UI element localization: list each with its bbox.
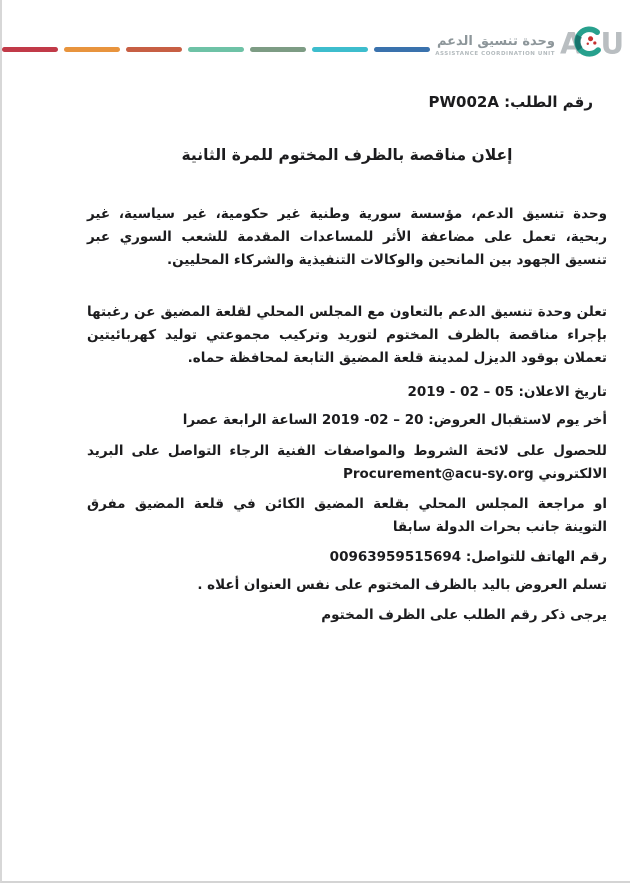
- acu-logo-names: [435, 29, 555, 57]
- divider-segment: [250, 47, 306, 52]
- contact-phone-line: رقم الهاتف للتواصل: 00963959515694: [329, 549, 607, 565]
- logo-dot-icon: [593, 41, 596, 44]
- tender-announcement-paragraph: تعلن وحدة تنسيق الدعم بالتعاون مع المجلس المحلي لقلعة المضيق عن رغبتها بإجراء مناقصة بالظرف المختوم لتوريد وتركيب مجموعتي توليد كهربائيتين تعملان بوقود الديزل لمدينة قلعة المضيق التابعة لمحافظة حماه.: [87, 304, 607, 366]
- divider-segment: [2, 47, 58, 52]
- submission-deadline-line: أخر يوم لاستقبال العروض: 20 – 02- 2019 الساعة الرابعة عصرا: [182, 412, 607, 428]
- divider-segment: [64, 47, 120, 52]
- org-description-paragraph: وحدة تنسيق الدعم، مؤسسة سورية وطنية غير حكومية، غير سياسية، غير ربحية، تعمل على مضاعفة الأثر للمساعدات المقدمة للشعب السوري عبر تنسيق الجهود بين المانحين والوكالات التنفيذية والشركاء المحليين.: [87, 206, 607, 268]
- logo-english-name: ASSISTANCE COORDINATION UNIT: [435, 50, 555, 57]
- acu-logo-icon: [560, 22, 624, 64]
- document-title: إعلان مناقصة بالظرف المختوم للمرة الثانية: [181, 146, 513, 164]
- council-visit-paragraph: او مراجعة المجلس المحلي بقلعة المضيق الكائن في قلعة المضيق مفرق التوينة جانب بحرات الدولة سابقا: [87, 496, 607, 535]
- hand-delivery-line: تسلم العروض باليد بالظرف المختوم على نفس العنوان أعلاه .: [197, 577, 607, 593]
- divider-segment: [312, 47, 368, 52]
- divider-segment: [188, 47, 244, 52]
- divider-segment: [126, 47, 182, 52]
- logo-letter-u: U: [600, 26, 624, 61]
- logo-arabic-name: وحدة تنسيق الدعم: [436, 33, 555, 49]
- logo-crescent-shadow: [578, 36, 580, 49]
- specs-contact-paragraph: للحصول على لائحة الشروط والمواصفات الفنية الرجاء التواصل على البريد الالكتروني Procurement@acu-sy.org: [87, 443, 607, 482]
- logo-dot-icon: [588, 36, 593, 41]
- logo-letter-a: A: [560, 26, 583, 61]
- colored-divider-line: [2, 47, 430, 52]
- document-header: [2, 0, 630, 70]
- divider-segment: [374, 47, 430, 52]
- announcement-date-line: تاريخ الاعلان: 05 – 02 - 2019: [407, 384, 607, 400]
- envelope-note-line: يرجى ذكر رقم الطلب على الظرف المختوم: [321, 607, 607, 623]
- document-body: [87, 91, 607, 627]
- request-number: رقم الطلب: PW002A: [428, 93, 593, 111]
- acu-logo: [435, 22, 624, 64]
- logo-dot-icon: [587, 43, 589, 45]
